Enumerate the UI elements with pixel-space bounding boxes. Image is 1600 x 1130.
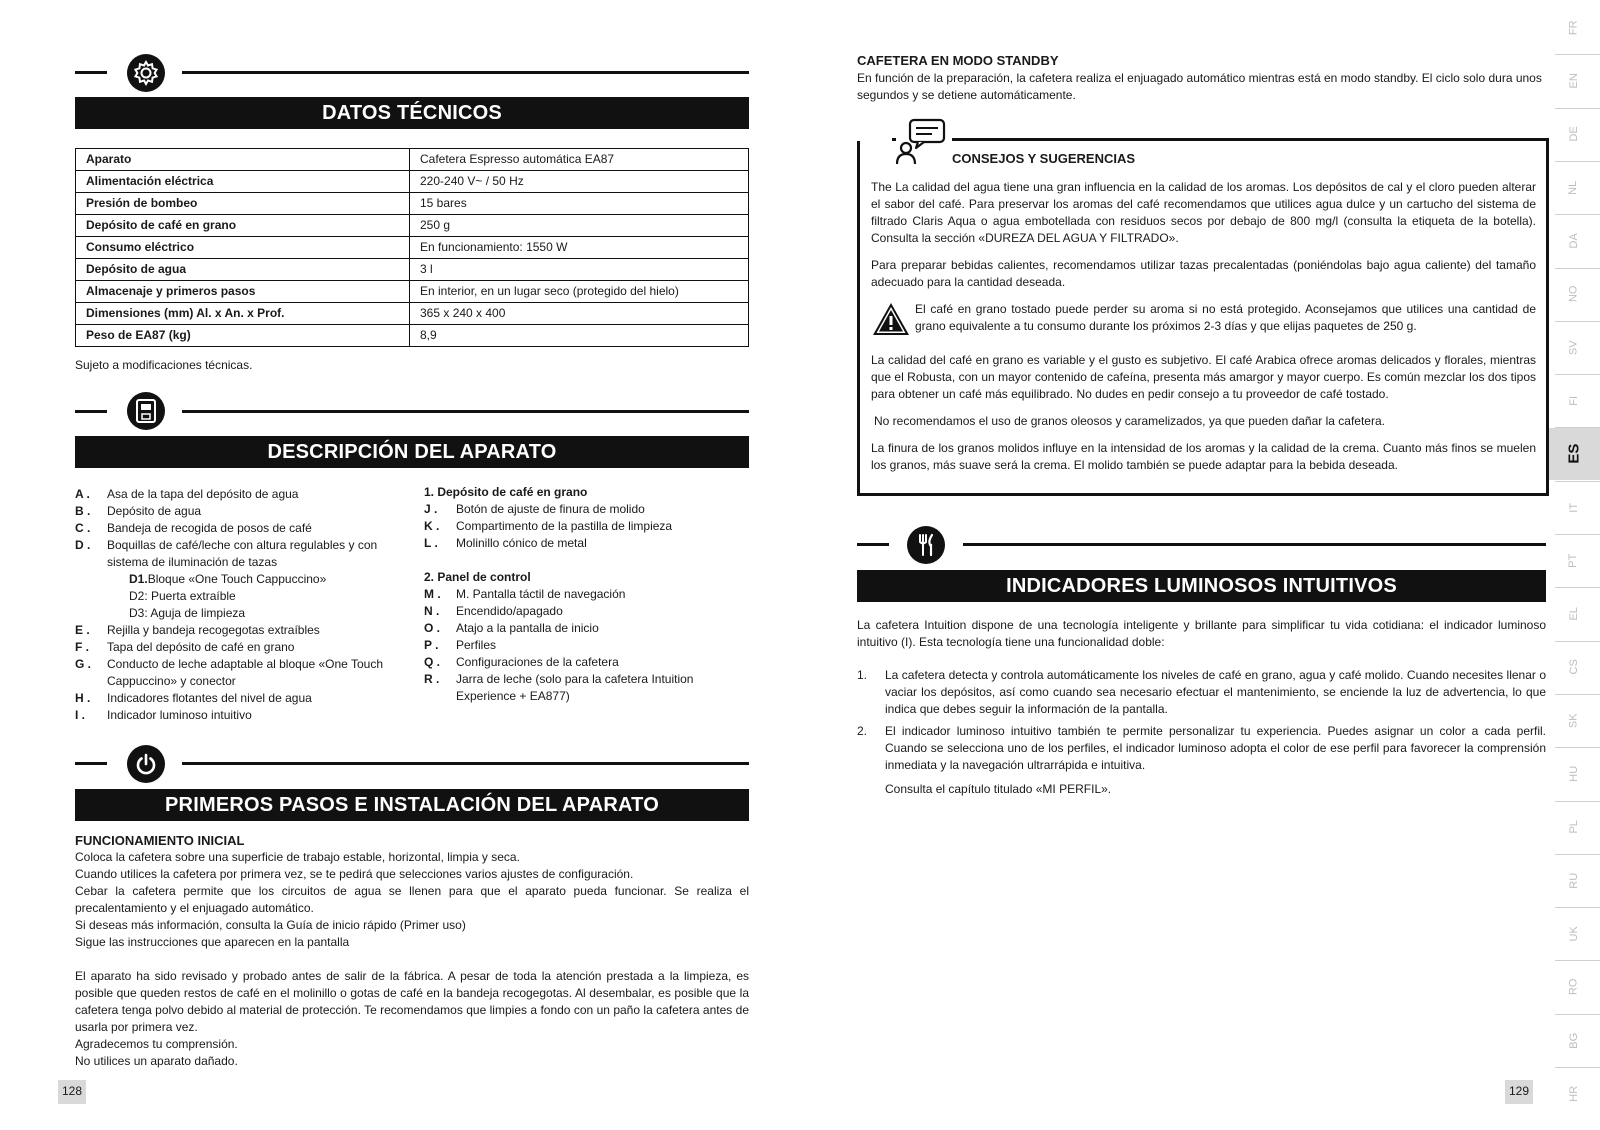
parts-text: Indicador luminoso intuitivo [107, 708, 252, 722]
power-icon [127, 745, 165, 783]
page-number-left: 128 [58, 1080, 86, 1104]
spec-row [76, 149, 749, 171]
section-rule [182, 71, 749, 74]
standby-text: En función de la preparación, la cafetera realiza el enjuagado automático mientras está en modo standby. El ciclo solo dura unos segundos y se detiene automáticamente. [857, 71, 1542, 102]
spec-key: Peso de EA87 (kg) [76, 325, 410, 347]
spec-row [76, 259, 749, 281]
language-code: NL [1567, 180, 1580, 195]
indic-item [857, 667, 1546, 718]
parts-text: Cappuccino» y conector [107, 674, 236, 688]
spec-key: Depósito de agua [76, 259, 410, 281]
tips-warning-row [871, 301, 1536, 342]
parts-text: Encendido/apagado [456, 604, 563, 618]
spec-key: Depósito de café en grano [76, 215, 410, 237]
language-code: ES [1565, 444, 1583, 465]
setup-p2: Cuando utilices la cafetera por primera vez, se te pedirá que selecciones varios ajustes de configuración. [75, 867, 634, 881]
language-tab-hu[interactable] [1549, 748, 1600, 799]
tips-p3: El café en grano tostado puede perder su aroma si no está protegido. Aconsejamos que utilices una cantidad de grano equivalente a tu consumo durante los próximos 2-3 días y que elijas paquetes de 250 g. [915, 302, 1536, 333]
indic-intro: La cafetera Intuition dispone de una tecnología inteligente y brillante para simplificar tu vida cotidiana: el indicador luminoso intuitivo (I). Esta tecnología tiene una funcionalidad doble: [857, 618, 1546, 649]
parts-letter: R . [424, 672, 440, 686]
parts-letter: B . [75, 504, 91, 518]
language-code: EN [1567, 73, 1580, 89]
spec-value: 3 l [410, 259, 749, 281]
parts-letter [75, 554, 107, 571]
section-title-tech: DATOS TÉCNICOS [75, 97, 749, 129]
parts-text: Depósito de agua [107, 504, 202, 518]
parts-letter [75, 673, 107, 690]
language-tab-en[interactable] [1549, 55, 1600, 106]
warning-icon [871, 301, 915, 342]
language-tab-ru[interactable] [1549, 855, 1600, 906]
language-tab-uk[interactable] [1549, 908, 1600, 959]
parts-list-col2 [424, 484, 749, 705]
parts-text: Experience + EA877) [456, 689, 570, 703]
indic-number: 2. [857, 724, 868, 738]
spec-key: Presión de bombeo [76, 193, 410, 215]
spec-key: Almacenaje y primeros pasos [76, 281, 410, 303]
language-code: HU [1567, 765, 1580, 782]
language-separator [1555, 854, 1600, 855]
section-title-desc: DESCRIPCIÓN DEL APARATO [75, 436, 749, 468]
parts-text: Boquillas de café/leche con altura regulables y con [107, 538, 378, 552]
language-tab-fr[interactable] [1549, 2, 1600, 53]
parts-item [75, 673, 405, 690]
language-separator [1555, 321, 1600, 322]
parts-item [424, 637, 749, 654]
language-tab-es[interactable] [1549, 428, 1600, 479]
spec-row [76, 171, 749, 193]
language-separator [1555, 161, 1600, 162]
indic-text: La cafetera detecta y controla automáticamente los niveles de café en grano, agua y café molido. Cuando necesites llenar o vaciar los depósitos, así como cuando sea necesario efectuar el mantenimiento, se enciende la luz de advertencia, lo que indica que debes seguir la información de la pantalla. [885, 668, 1546, 716]
setup-p8: No utilices un aparato dañado. [75, 1054, 238, 1068]
parts-text: Conducto de leche adaptable al bloque «One Touch [107, 657, 383, 671]
parts-item [424, 620, 749, 637]
indic-list [857, 667, 1546, 779]
language-separator [1555, 268, 1600, 269]
language-code: RU [1567, 872, 1580, 889]
parts-text: Configuraciones de la cafetera [456, 655, 619, 669]
spec-value: 8,9 [410, 325, 749, 347]
standby-title: CAFETERA EN MODO STANDBY [857, 53, 1059, 68]
language-tab-sk[interactable] [1549, 695, 1600, 746]
spec-key: Aparato [76, 149, 410, 171]
spec-key: Consumo eléctrico [76, 237, 410, 259]
section-rule [75, 762, 107, 765]
standby-section [857, 52, 1546, 104]
spec-value: 365 x 240 x 400 [410, 303, 749, 325]
language-tab-pl[interactable] [1549, 802, 1600, 853]
tips-p6: La finura de los granos molidos influye en la intensidad de los aromas y la calidad de la crema. Cuanto más finos se muelen los granos, más suave será la crema. El molido también se puede adaptar para la bebida deseada. [871, 441, 1536, 473]
language-code: HR [1567, 1085, 1580, 1102]
tips-content [871, 179, 1536, 474]
parts-text: M. Pantalla táctil de navegación [456, 587, 626, 601]
parts-letter: P . [424, 638, 439, 652]
spec-row [76, 303, 749, 325]
setup-p6: El aparato ha sido revisado y probado antes de salir de la fábrica. A pesar de toda la atención prestada a la limpieza, es posible que queden restos de café en el molinillo o gotas de café en la bandeja recogegotas. Al desembalar, es posible que la cafetera tenga polvo debido al material de protección. Te recomendamos que limpies a fondo con un paño la cafetera antes de usarla por primera vez. [75, 969, 749, 1034]
setup-subtitle: FUNCIONAMIENTO INICIAL [75, 833, 245, 848]
parts-item [75, 520, 405, 537]
spec-value: 220-240 V~ / 50 Hz [410, 171, 749, 193]
language-code: NO [1567, 285, 1580, 303]
section-rule [75, 410, 107, 413]
parts-letter: L . [424, 536, 438, 550]
parts-item [424, 535, 749, 552]
language-separator [1555, 747, 1600, 748]
parts-text: Rejilla y bandeja recogegotas extraíbles [107, 623, 320, 637]
setup-p7: Agradecemos tu comprensión. [75, 1037, 238, 1051]
language-code: EL [1567, 607, 1580, 621]
parts-item [75, 639, 405, 656]
parts-item [424, 603, 749, 620]
tips-p2: Para preparar bebidas calientes, recomendamos utilizar tazas precalentadas (poniéndolas bajo agua caliente) del tamaño adecuado para la cantidad deseada. [871, 258, 1536, 289]
language-tab-el[interactable] [1549, 588, 1600, 639]
page-number-right: 129 [1505, 1080, 1533, 1104]
cutlery-icon [907, 526, 945, 564]
language-tab-cs[interactable] [1549, 642, 1600, 693]
setup-p3: Cebar la cafetera permite que los circuitos de agua se llenen para que el aparato pueda funcionar. Se realiza el precalentamiento y el enjuagado automático. [75, 884, 749, 915]
parts-item [75, 486, 405, 503]
parts-text: Perfiles [456, 638, 497, 652]
parts-item [75, 554, 405, 571]
language-tab-fi[interactable] [1549, 375, 1600, 426]
parts-letter: G . [75, 657, 92, 671]
language-separator [1555, 534, 1600, 535]
language-separator [1555, 1067, 1600, 1068]
language-separator [1555, 587, 1600, 588]
language-separator [1555, 641, 1600, 642]
parts-text: Asa de la tapa del depósito de agua [107, 487, 299, 501]
parts-item [424, 586, 749, 603]
parts-letter: A . [75, 487, 90, 501]
parts-item [424, 671, 749, 688]
language-separator [1555, 214, 1600, 215]
language-tab-ro[interactable] [1549, 961, 1600, 1012]
group-title-grain: 1. Depósito de café en grano [424, 485, 588, 499]
section-rule [182, 762, 749, 765]
language-tab-de[interactable] [1549, 109, 1600, 160]
parts-item [75, 622, 405, 639]
parts-item [75, 656, 405, 673]
parts-text: Molinillo cónico de metal [456, 536, 587, 550]
language-tab-da[interactable] [1549, 215, 1600, 266]
section-rule [857, 543, 889, 546]
parts-text: Compartimento de la pastilla de limpieza [456, 519, 673, 533]
setup-p4: Si deseas más información, consulta la Guía de inicio rápido (Primer uso) [75, 918, 466, 932]
spec-key: Dimensiones (mm) Al. x An. x Prof. [76, 303, 410, 325]
language-tab-bg[interactable] [1549, 1015, 1600, 1066]
parts-item [424, 518, 749, 535]
indic-number: 1. [857, 668, 868, 682]
tips-title: CONSEJOS Y SUGERENCIAS [952, 151, 1136, 166]
section-title-indic: INDICADORES LUMINOSOS INTUITIVOS [857, 570, 1546, 602]
parts-text: Jarra de leche (solo para la cafetera Intuition [456, 672, 694, 686]
language-separator [1555, 960, 1600, 961]
parts-letter: M . [424, 587, 441, 601]
parts-item-d3: D3: Aguja de limpieza [129, 606, 246, 620]
language-tab-sv[interactable] [1549, 322, 1600, 373]
spec-row [76, 237, 749, 259]
language-code: DA [1567, 233, 1580, 249]
language-separator [1555, 1014, 1600, 1015]
spec-row [76, 215, 749, 237]
parts-letter: O . [424, 621, 441, 635]
parts-item [424, 654, 749, 671]
parts-letter: H . [75, 691, 91, 705]
language-separator [1555, 108, 1600, 109]
parts-item [75, 503, 405, 520]
language-code: PL [1567, 820, 1580, 834]
parts-item [424, 501, 749, 518]
setup-content [75, 832, 749, 1070]
tips-p5: No recomendamos el uso de granos oleosos y caramelizados, ya que pueden dañar la cafetera. [874, 414, 1385, 429]
chat-person-icon [896, 118, 952, 166]
spec-value: 15 bares [410, 193, 749, 215]
parts-item [75, 537, 405, 554]
language-code: PT [1567, 553, 1580, 568]
parts-letter: N . [424, 604, 440, 618]
language-separator [1555, 907, 1600, 908]
coffee-machine-icon [127, 392, 165, 430]
spec-table [75, 148, 749, 347]
spec-value: En funcionamiento: 1550 W [410, 237, 749, 259]
language-code: FI [1567, 395, 1580, 406]
parts-letter: C . [75, 521, 91, 535]
parts-item [75, 707, 405, 724]
group-title-panel: 2. Panel de control [424, 570, 531, 584]
parts-text: Bandeja de recogida de posos de café [107, 521, 312, 535]
tips-p4: La calidad del café en grano es variable y el gusto es subjetivo. El café Arabica ofrece aromas delicados y florales, mientras que el Robusta, con un mayor contenido de cafeína, presenta más amargor y mayor cuerpo. Es común mezclar los dos tipos para obtener un café más equilibrado. No dudes en pedir consejo a tu proveedor de café tostado. [871, 353, 1536, 402]
parts-text: Botón de ajuste de finura de molido [456, 502, 645, 516]
language-separator [1555, 54, 1600, 55]
parts-letter: D . [75, 538, 91, 552]
language-separator [1555, 427, 1600, 428]
indic-text: El indicador luminoso intuitivo también te permite personalizar tu experiencia. Puedes asignar un color a cada perfil. Cuando se selecciona uno de los perfiles, el indicador luminoso adopta el color de ese perfil para favorecer la comprensión inmediata y la navegación ultrarrápida e intuitiva. [885, 724, 1546, 772]
section-rule [75, 71, 107, 74]
parts-item [424, 688, 749, 705]
indic-note: Consulta el capítulo titulado «MI PERFIL». [885, 782, 1112, 796]
parts-letter: K . [424, 519, 440, 533]
parts-item-d2: D2: Puerta extraíble [129, 589, 236, 603]
language-code: SV [1567, 340, 1580, 355]
language-code: UK [1567, 926, 1580, 942]
spec-key: Alimentación eléctrica [76, 171, 410, 193]
language-code: RO [1567, 978, 1580, 996]
parts-item [75, 690, 405, 707]
tips-p1: The La calidad del agua tiene una gran influencia en la calidad de los aromas. Los depósitos de cal y el cloro pueden alterar el sabor del café. Para preservar los aromas del café recomendamos que utilices agua dulce y un cartucho del sistema de filtrado Claris Aqua o agua embotellada con residuos secos por debajo de 800 mg/l (consulta la etiqueta de la botella). Consulta la sección «DUREZA DEL AGUA Y FILTRADO». [871, 180, 1536, 245]
language-separator [1555, 801, 1600, 802]
tech-note: Sujeto a modificaciones técnicas. [75, 358, 253, 372]
section-rule [182, 410, 749, 413]
language-tab-no[interactable] [1549, 269, 1600, 320]
parts-letter: I . [75, 708, 86, 722]
setup-p1: Coloca la cafetera sobre una superficie de trabajo estable, horizontal, limpia y seca. [75, 850, 520, 864]
parts-text: Indicadores flotantes del nivel de agua [107, 691, 312, 705]
parts-letter [424, 688, 456, 705]
language-code: CS [1567, 659, 1580, 675]
language-code: IT [1567, 502, 1580, 513]
parts-text: Tapa del depósito de café en grano [107, 640, 295, 654]
setup-p5: Sigue las instrucciones que aparecen en la pantalla [75, 935, 350, 949]
parts-letter: Q . [424, 655, 441, 669]
parts-letter: F . [75, 640, 89, 654]
parts-item-d1: D1. Bloque «One Touch Cappuccino» [129, 572, 327, 586]
language-separator [1555, 481, 1600, 482]
language-tab-pt[interactable] [1549, 535, 1600, 586]
spec-value: En interior, en un lugar seco (protegido del hielo) [410, 281, 749, 303]
language-separator [1555, 374, 1600, 375]
spec-value: 250 g [410, 215, 749, 237]
language-separator [1555, 694, 1600, 695]
parts-text: sistema de iluminación de tazas [107, 555, 278, 569]
spec-value: Cafetera Espresso automática EA87 [410, 149, 749, 171]
section-title-setup: PRIMEROS PASOS E INSTALACIÓN DEL APARATO [75, 789, 749, 821]
spec-row [76, 325, 749, 347]
parts-letter: J . [424, 502, 438, 516]
language-code: SK [1567, 713, 1580, 728]
spec-row [76, 193, 749, 215]
parts-text: Atajo a la pantalla de inicio [456, 621, 599, 635]
indic-item [857, 723, 1546, 774]
section-rule [963, 543, 1546, 546]
gear-icon [127, 54, 165, 92]
language-code: FR [1567, 20, 1580, 35]
language-code: BG [1567, 1032, 1580, 1049]
language-code: DE [1567, 126, 1580, 142]
parts-list-col1 [75, 486, 405, 724]
parts-letter: E . [75, 623, 90, 637]
spec-row [76, 281, 749, 303]
language-tab-nl[interactable] [1549, 162, 1600, 213]
language-tab-it[interactable] [1549, 482, 1600, 533]
language-tab-hr[interactable] [1549, 1068, 1600, 1119]
